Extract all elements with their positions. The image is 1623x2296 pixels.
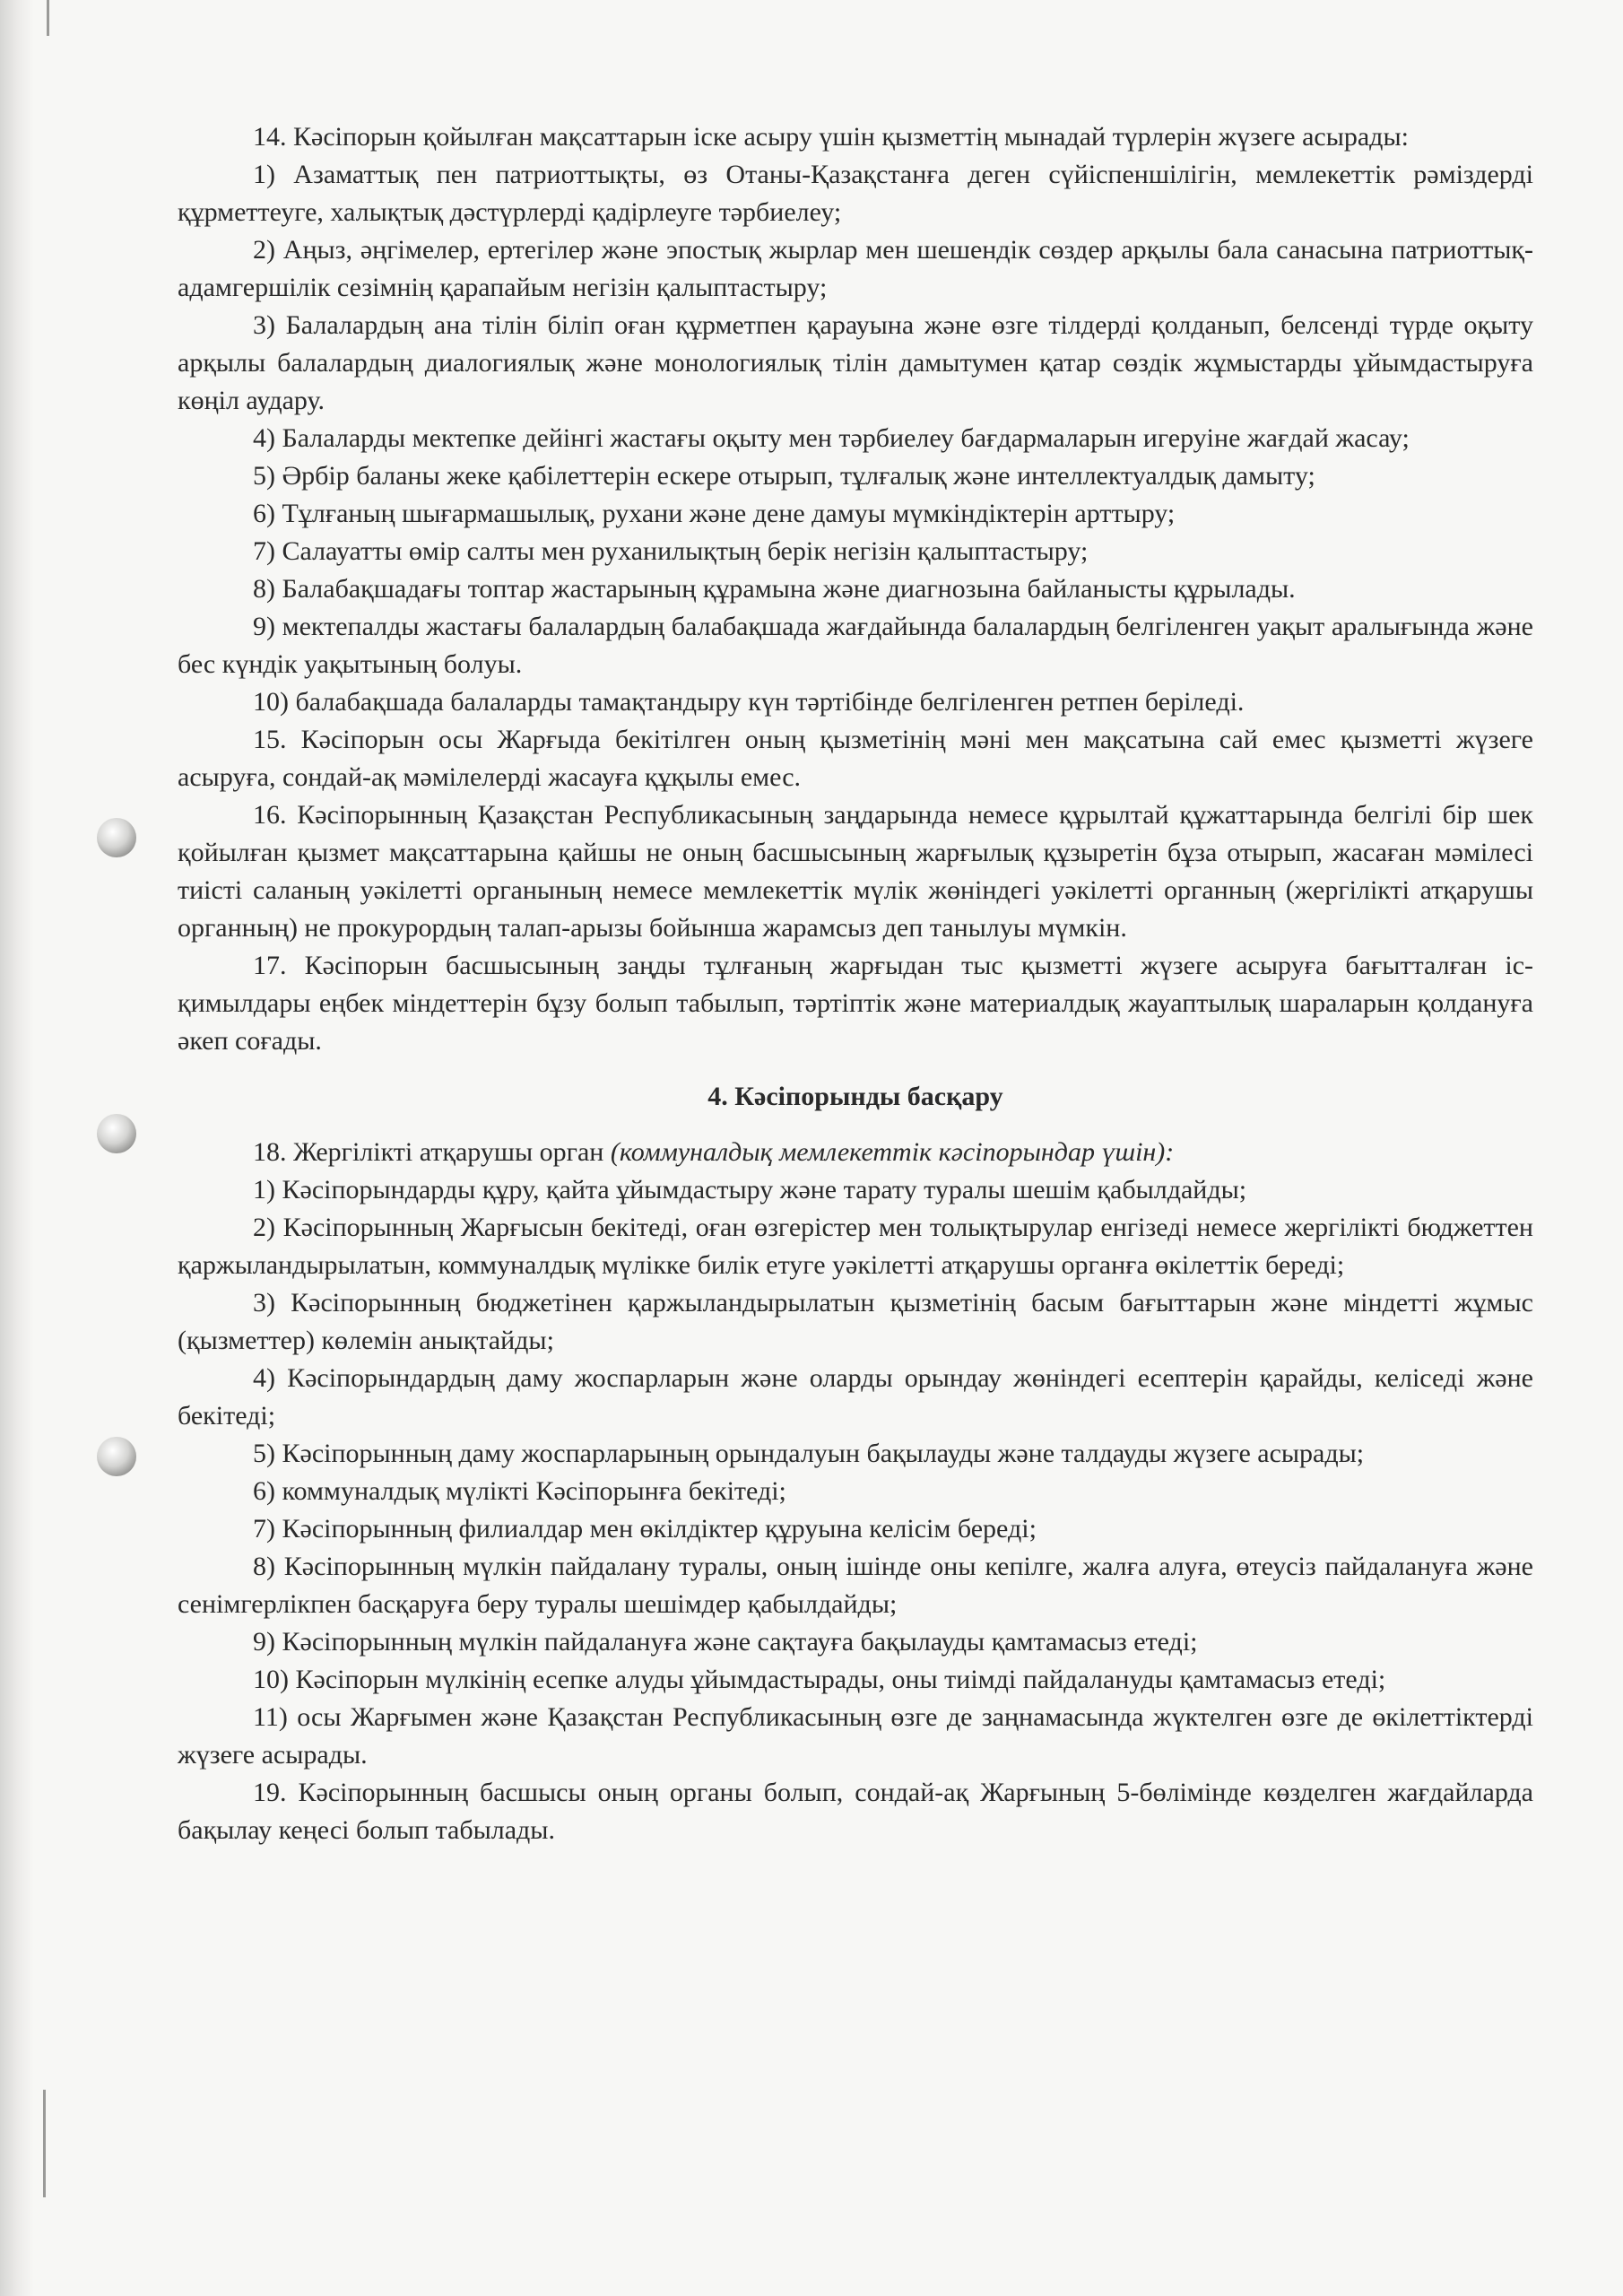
section-heading: 4. Кәсіпорынды басқару — [707, 1082, 1003, 1111]
punch-hole — [97, 1437, 136, 1476]
paragraph-18 — [178, 1134, 1533, 1171]
punch-hole — [97, 1114, 136, 1153]
scan-left-edge — [0, 0, 34, 2296]
list-item: 2) Аңыз, әңгімелер, ертегілер және эпостық жырлар мен шешендік сөздер арқылы бала санасына патриоттық-адамгершілік сезімнің қарапайым негізін қалыптастыру; — [178, 235, 1533, 302]
list-item: 10) балабақшада балаларды тамақтандыру күн тәртібінде белгіленген ретпен беріледі. — [253, 687, 1245, 717]
document-body — [178, 118, 1533, 1849]
paragraph-14: 14. Кәсіпорын қойылған мақсаттарын іске асыру үшін қызметтің мынадай түрлерін жүзеге асырады: — [253, 122, 1409, 152]
list-item: 7) Кәсіпорынның филиалдар мен өкілдіктер құруына келісім береді; — [253, 1514, 1037, 1544]
list-item: 3) Балалардың ана тілін біліп оған құрметпен қарауына және өзге тілдерді қолданып, белсенді түрде оқыту арқылы балалардың диалогиялық және монологиялық тілін дамытумен қатар сөздік жұмыстарды ұйымдастыруға көңіл аудару. — [178, 310, 1533, 415]
paragraph-15: 15. Кәсіпорын осы Жарғыда бекітілген оның қызметінің мәні мен мақсатына сай емес қызметті жүзеге асыруға, сондай-ақ мәмілелерді жасауға құқылы емес. — [178, 725, 1533, 792]
paragraph-17: 17. Кәсіпорын басшысының заңды тұлғаның жарғыдан тыс қызметті жүзеге асыруға бағытталған іс-қимылдары еңбек міндеттерін бұзу болып табылып, тәртіптік және материалдық жауаптылық шараларын қолдануға әкеп соғады. — [178, 951, 1533, 1056]
list-item: 8) Балабақшадағы топтар жастарының құрамына және диагнозына байланысты құрылады. — [253, 574, 1296, 604]
list-item: 9) мектепалды жастағы балалардың балабақшада жағдайында балалардың белгіленген уақыт аралығында және бес күндік уақытының болуы. — [178, 612, 1533, 679]
list-item: 6) коммуналдық мүлікті Кәсіпорынға бекітеді; — [253, 1476, 786, 1506]
punch-hole — [97, 818, 136, 857]
list-item: 4) Балаларды мектепке дейінгі жастағы оқыту мен тәрбиелеу бағдармаларын игеруіне жағдай жасау; — [253, 423, 1410, 453]
list-item: 10) Кәсіпорын мүлкінің есепке алуды ұйымдастырады, оны тиімді пайдалануды қамтамасыз етеді; — [253, 1665, 1386, 1694]
paragraph-16: 16. Кәсіпорынның Қазақстан Республикасының заңдарында немесе құрылтай құжаттарында белгілі бір шек қойылған қызмет мақсаттарына қайшы не оның басшысының жарғылық құзыретін бұза отырып, жасаған мәмілесі тиісті саланың уәкілетті органының немесе мемлекеттік мүлік жөніндегі уәкілетті органның (жергілікті атқарушы органның) не прокурордың талап-арызы бойынша жарамсыз деп танылуы мүмкін. — [178, 800, 1533, 943]
list-item: 6) Тұлғаның шығармашылық, рухани және дене дамуы мүмкіндіктерін арттыру; — [253, 499, 1176, 528]
scan-mark — [47, 0, 49, 36]
list-item: 11) осы Жарғымен және Қазақстан Республикасының өзге де заңнамасында жүктелген өзге де өкілеттіктерді жүзеге асырады. — [178, 1702, 1533, 1770]
list-item: 3) Кәсіпорынның бюджетінен қаржыландырылатын қызметінің басым бағыттарын және міндетті жұмыс (қызметтер) көлемін анықтайды; — [178, 1288, 1533, 1355]
scan-mark — [43, 2090, 46, 2197]
list-item: 8) Кәсіпорынның мүлкін пайдалану туралы, оның ішінде оны кепілге, жалға алуға, өтеусіз пайдалануға және сенімгерлікпен басқаруға беру туралы шешімдер қабылдайды; — [178, 1552, 1533, 1619]
list-item: 1) Азаматтық пен патриоттықты, өз Отаны-Қазақстанға деген сүйіспеншілігін, мемлекеттік рәміздерді құрметтеуге, халықтық дәстүрлерді қадірлеуге тәрбиелеу; — [178, 160, 1533, 227]
list-item: 4) Кәсіпорындардың даму жоспарларын және оларды орындау жөніндегі есептерін қарайды, келіседі және бекітеді; — [178, 1363, 1533, 1431]
paragraph-18-text: 18. Жергілікті атқарушы орган — [253, 1137, 611, 1167]
list-item: 7) Салауатты өмір салты мен руханилықтың берік негізін қалыптастыру; — [253, 536, 1089, 566]
list-item: 2) Кәсіпорынның Жарғысын бекітеді, оған өзгерістер мен толықтырулар енгізеді немесе жергілікті бюджеттен қаржыландырылатын, коммуналдық мүлікке билік етуге уәкілетті атқарушы органға өкілеттік береді; — [178, 1213, 1533, 1280]
list-item: 5) Кәсіпорынның даму жоспарларының орындалуын бақылауды және талдауды жүзеге асырады; — [253, 1439, 1365, 1468]
list-item: 5) Әрбір баланы жеке қабілеттерін ескере отырып, тұлғалық және интеллектуалдық дамыту; — [253, 461, 1315, 491]
list-item: 1) Кәсіпорындарды құру, қайта ұйымдастыру және тарату туралы шешім қабылдайды; — [253, 1175, 1247, 1205]
list-item: 9) Кәсіпорынның мүлкін пайдалануға және сақтауға бақылауды қамтамасыз етеді; — [253, 1627, 1198, 1657]
paragraph-18-note: (коммуналдық мемлекеттік кәсіпорындар үшін): — [610, 1137, 1175, 1167]
paragraph-19: 19. Кәсіпорынның басшысы оның органы болып, сондай-ақ Жарғының 5-бөлімінде көзделген жағдайларда бақылау кеңесі болып табылады. — [178, 1778, 1533, 1845]
